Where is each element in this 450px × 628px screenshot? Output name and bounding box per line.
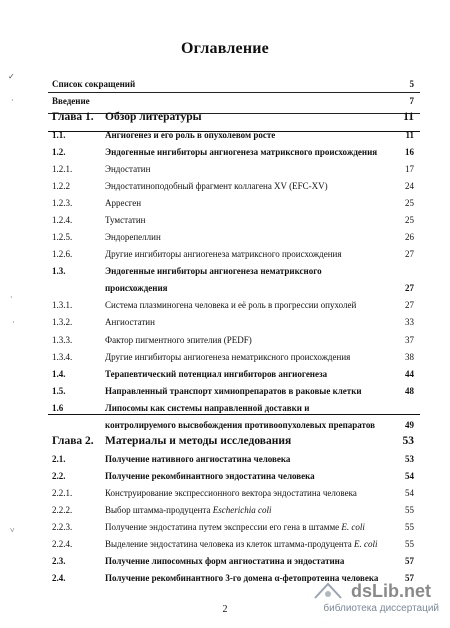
toc-entry-number: 1.2.3. [52,198,73,209]
toc-entry-number: 2.2. [52,470,66,481]
toc-entry-page: 54 [405,487,414,498]
watermark-text: dsLib.net [351,581,431,601]
toc-entry-page: 55 [405,521,414,532]
toc-entry-page: 27 [405,283,414,294]
toc-entry-page: 55 [405,504,414,515]
toc-entry-title: Другие ингибиторы ангиогенеза матриксного происхождения [105,249,342,260]
margin-speck: · [10,293,13,302]
toc-entry-number: 1.5. [52,385,66,396]
toc-entry-number: 1.2.4. [52,215,73,226]
margin-speck: · [11,96,14,105]
toc-entry-title: Введение [52,96,90,107]
toc-entry-title: Тумстатин [105,215,146,226]
toc-entry-title: Эндогенные ингибиторы ангиогенеза нематриксного [105,266,322,277]
toc-entry-title: Выбор штамма-продуцента Escherichia coli [105,504,272,515]
toc-entry-page: 16 [405,147,414,158]
toc-entry-title: Получение липосомных форм ангиостатина и эндостатина [105,555,345,566]
toc-entry-page: 17 [405,164,414,175]
toc-entry-title: Ангиостатин [105,317,155,328]
toc-entry-title: Липосомы как системы направленной доставки и [105,402,310,413]
dslib-logo-icon [311,580,345,602]
toc-entry-page: 37 [405,334,414,345]
watermark-caption: библиотека диссертаций [323,603,439,614]
toc-entry-title: Обзор литературы [105,111,202,124]
toc-entry-title: Материалы и методы исследования [105,434,292,447]
toc-entry-number: 2.3. [52,555,66,566]
toc-entry-title: Эндостатин [105,164,151,175]
toc-entry-number: 2.2.1. [52,487,73,498]
toc-entry-number: 1.3. [52,266,66,277]
toc-entry-page: 55 [405,538,414,549]
toc-entry-number: 1.3.3. [52,334,73,345]
toc-entry-page: 38 [405,351,414,362]
toc-entry-page: 54 [405,470,414,481]
toc-entry-title: Конструирование экспрессионного вектора эндостатина человека [105,487,357,498]
toc-entry-number: 1.2.1. [52,164,73,175]
toc-entry-page: 24 [405,181,414,192]
toc-entry-page: 57 [405,573,414,583]
margin-speck: ˅ [10,526,15,535]
toc-entry-page: 5 [409,79,414,89]
toc-entry-title: происхождения [105,283,168,294]
toc-entry-page: 27 [405,249,414,260]
divider [48,414,420,415]
toc-entry-page: 48 [405,385,414,396]
toc-entry-number: 1.3.4. [52,351,73,362]
toc-entry-title: Эндорепеллин [105,232,161,243]
margin-speck: · [12,318,15,327]
toc-entry-number: Глава 1. [52,111,94,124]
toc-entry-page: 57 [405,555,414,566]
toc-entry-page: 11 [403,111,414,124]
toc-entry-title: Фактор пигментного эпителия (PEDF) [105,334,252,345]
toc-entry-page: 53 [402,434,414,447]
toc-entry-number: Глава 2. [52,434,94,447]
toc-entry-number: 1.2.5. [52,232,73,243]
toc-entry-number: 2.4. [52,573,66,583]
toc-entry-number: 1.6 [52,402,64,413]
toc-entry-title: Получение нативного ангиостатина человека [105,453,291,464]
toc-entry-page: 27 [405,300,414,311]
toc-entry-title: Получение рекомбинантного 3-го домена α-фетопротеина человека [105,573,379,583]
toc-entry-page: 49 [405,419,414,430]
toc-entry-number: 1.3.2. [52,317,73,328]
page-title: Оглавление [181,40,269,57]
toc-entry-title: Получение рекомбинантного эндостатина человека [105,470,315,481]
toc-entry-number: 1.3.1. [52,300,73,311]
toc-entry-number: 2.2.2. [52,504,73,515]
divider [48,92,420,93]
toc-entry-title: Другие ингибиторы ангиогенеза нематриксного происхождения [105,351,351,362]
toc-entry-title: Эндостатиноподобный фрагмент коллагена XV (EFC-XV) [105,181,328,192]
toc-entry-page: 25 [405,215,414,226]
toc-entry-title: Ангиогенез и его роль в опухолевом росте [105,130,276,141]
toc-entry-page: 53 [405,453,414,464]
toc-entry-title: Эндогенные ингибиторы ангиогенеза матриксного происхождения [105,147,378,158]
toc-entry-title: Терапевтический потенциал ингибиторов ангиогенеза [105,368,328,379]
toc-entry-number: 1.4. [52,368,66,379]
toc-entry-title: Получение эндостатина путем экспрессии его гена в штамме E. coli [105,521,365,532]
toc-entry-number: 2.2.4. [52,538,73,549]
toc-entry-number: 2.1. [52,453,66,464]
margin-speck: ✓ [8,72,15,81]
toc-entry-number: 2.2.3. [52,521,73,532]
toc-entry-page: 11 [405,130,414,141]
toc-entry-page: 26 [405,232,414,243]
toc-entry-title: Система плазминогена человека и её роль в прогрессии опухолей [105,300,357,311]
divider [48,113,420,114]
toc-entry-page: 44 [405,368,414,379]
toc-entry-title: Арресген [105,198,142,209]
toc-entry-number: 1.1. [52,130,66,141]
toc-entry-title: Направленный транспорт химиопрепаратов в раковые клетки [105,385,362,396]
toc-entry-page: 25 [405,198,414,209]
toc-entry-number: 1.2. [52,147,66,158]
page-number: 2 [222,604,228,615]
toc-entry-title: контролируемого высвобождения противоопухолевых препаратов [105,419,375,430]
toc-entry-number: 1.2.2 [52,181,70,192]
toc-entry-title: Выделение эндостатина человека из клеток штамма-продуцента E. coli [105,538,378,549]
watermark-logo [311,580,439,620]
toc-entry-page: 33 [405,317,414,328]
toc-entry-title: Список сокращений [52,79,136,89]
toc-entry-page: 7 [409,96,414,107]
toc-entry-number: 1.2.6. [52,249,73,260]
